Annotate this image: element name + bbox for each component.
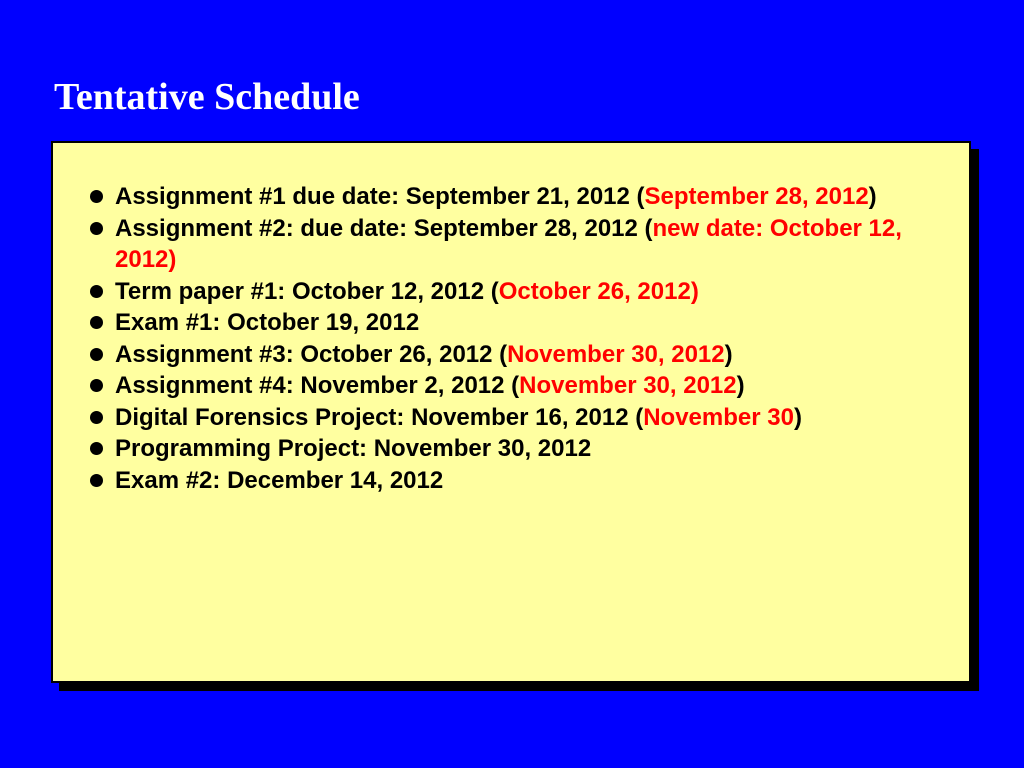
schedule-item-programming-project xyxy=(89,433,944,465)
schedule-item-assignment-1 xyxy=(89,181,944,213)
schedule-item-suffix: ) xyxy=(793,403,802,431)
bullet-icon xyxy=(90,222,103,235)
schedule-item-text: Exam #2: December 14, 2012 xyxy=(115,466,444,494)
schedule-item-text: Term paper #1: October 12, 2012 ( xyxy=(115,277,499,305)
schedule-item-assignment-3 xyxy=(89,339,944,371)
schedule-item-assignment-4 xyxy=(89,370,944,402)
bullet-icon xyxy=(90,474,103,487)
revised-date: September 28, 2012 xyxy=(644,183,869,210)
schedule-content-box xyxy=(51,141,971,683)
bullet-icon xyxy=(90,285,103,298)
schedule-item-text: Assignment #2: due date: September 28, 2012 ( xyxy=(115,214,653,242)
schedule-item-text: Assignment #4: November 2, 2012 ( xyxy=(115,372,520,399)
schedule-item-text: Assignment #1 due date: September 21, 2012 ( xyxy=(115,183,645,210)
revised-date: November 30 xyxy=(643,403,794,431)
revised-date: new date: October 12, 2012) xyxy=(115,214,902,273)
revised-date: October 26, 2012) xyxy=(498,277,699,305)
schedule-item-text: Digital Forensics Project: November 16, 2012 ( xyxy=(115,403,644,431)
schedule-item-suffix: ) xyxy=(736,372,745,399)
schedule-item-assignment-2 xyxy=(89,213,944,276)
schedule-item-term-paper-1 xyxy=(89,276,944,308)
schedule-list xyxy=(89,181,944,496)
revised-date: November 30, 2012 xyxy=(519,372,737,399)
bullet-icon xyxy=(90,442,103,455)
bullet-icon xyxy=(90,316,103,329)
slide-title: Tentative Schedule xyxy=(54,76,360,118)
bullet-icon xyxy=(90,348,103,361)
schedule-item-suffix: ) xyxy=(724,340,733,368)
schedule-item-exam-2 xyxy=(89,465,944,497)
bullet-icon xyxy=(90,411,103,424)
schedule-item-exam-1 xyxy=(89,307,944,339)
schedule-item-text: Exam #1: October 19, 2012 xyxy=(115,309,420,336)
bullet-icon xyxy=(90,379,103,392)
bullet-icon xyxy=(90,190,103,203)
schedule-item-text: Assignment #3: October 26, 2012 ( xyxy=(115,340,508,368)
schedule-item-suffix: ) xyxy=(868,183,877,210)
revised-date: November 30, 2012 xyxy=(507,340,725,368)
schedule-item-text: Programming Project: November 30, 2012 xyxy=(115,435,592,462)
schedule-item-digital-forensics-project xyxy=(89,402,944,434)
